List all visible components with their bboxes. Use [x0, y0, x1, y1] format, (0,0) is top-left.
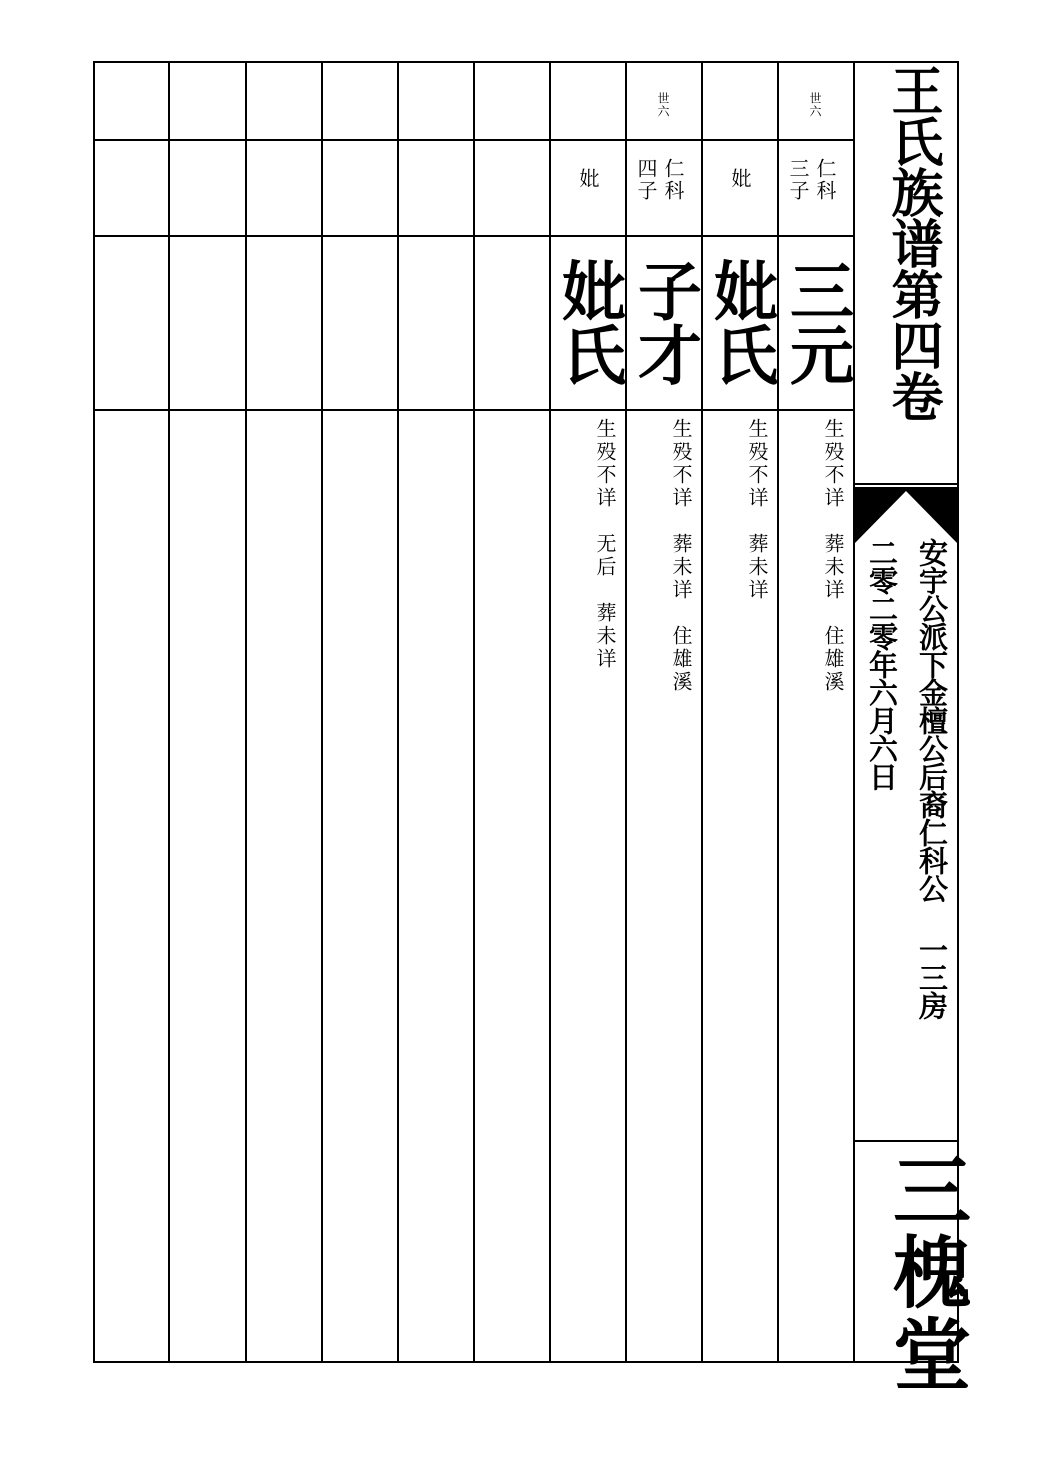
row-divider	[93, 139, 855, 141]
publication-date: 二零二零年六月六日	[865, 538, 899, 790]
page-frame	[93, 61, 959, 1363]
column-divider	[397, 61, 399, 1361]
column-divider	[777, 61, 779, 1361]
generation-label: 世六	[656, 92, 670, 118]
column-divider	[245, 61, 247, 1361]
column-divider	[473, 61, 475, 1361]
person-notes: 生殁不详 葬未详 住雄溪	[821, 418, 845, 694]
relation-label: 仁科 三子	[786, 158, 837, 202]
hall-rule	[855, 1140, 957, 1142]
person-name: 子才	[627, 258, 702, 386]
column-divider	[321, 61, 323, 1361]
book-title: 王氏族谱第四卷	[882, 64, 943, 421]
row-divider	[93, 235, 855, 237]
row-divider	[93, 409, 855, 411]
column-divider	[168, 61, 170, 1361]
relation-label: 妣	[728, 168, 752, 190]
branch-line: 安宇公派下金檀公后裔仁科公 一三房	[915, 538, 949, 1019]
person-name: 妣氏	[551, 258, 626, 386]
column-divider	[625, 61, 627, 1361]
person-notes: 生殁不详 葬未详	[745, 418, 769, 602]
column-divider	[701, 61, 703, 1361]
relation-label: 妣	[576, 168, 600, 190]
person-notes: 生殁不详 无后 葬未详	[593, 418, 617, 671]
title-banner-mark	[855, 487, 957, 543]
relation-label: 仁科 四子	[634, 158, 685, 202]
column-divider	[549, 61, 551, 1361]
person-name: 三元	[779, 258, 854, 386]
title-rule	[855, 483, 957, 485]
person-name: 妣氏	[703, 258, 778, 386]
person-notes: 生殁不详 葬未详 住雄溪	[669, 418, 693, 694]
hall-name: 三槐堂	[880, 1150, 971, 1396]
column-divider	[853, 61, 855, 1361]
generation-label: 世六	[808, 92, 822, 118]
